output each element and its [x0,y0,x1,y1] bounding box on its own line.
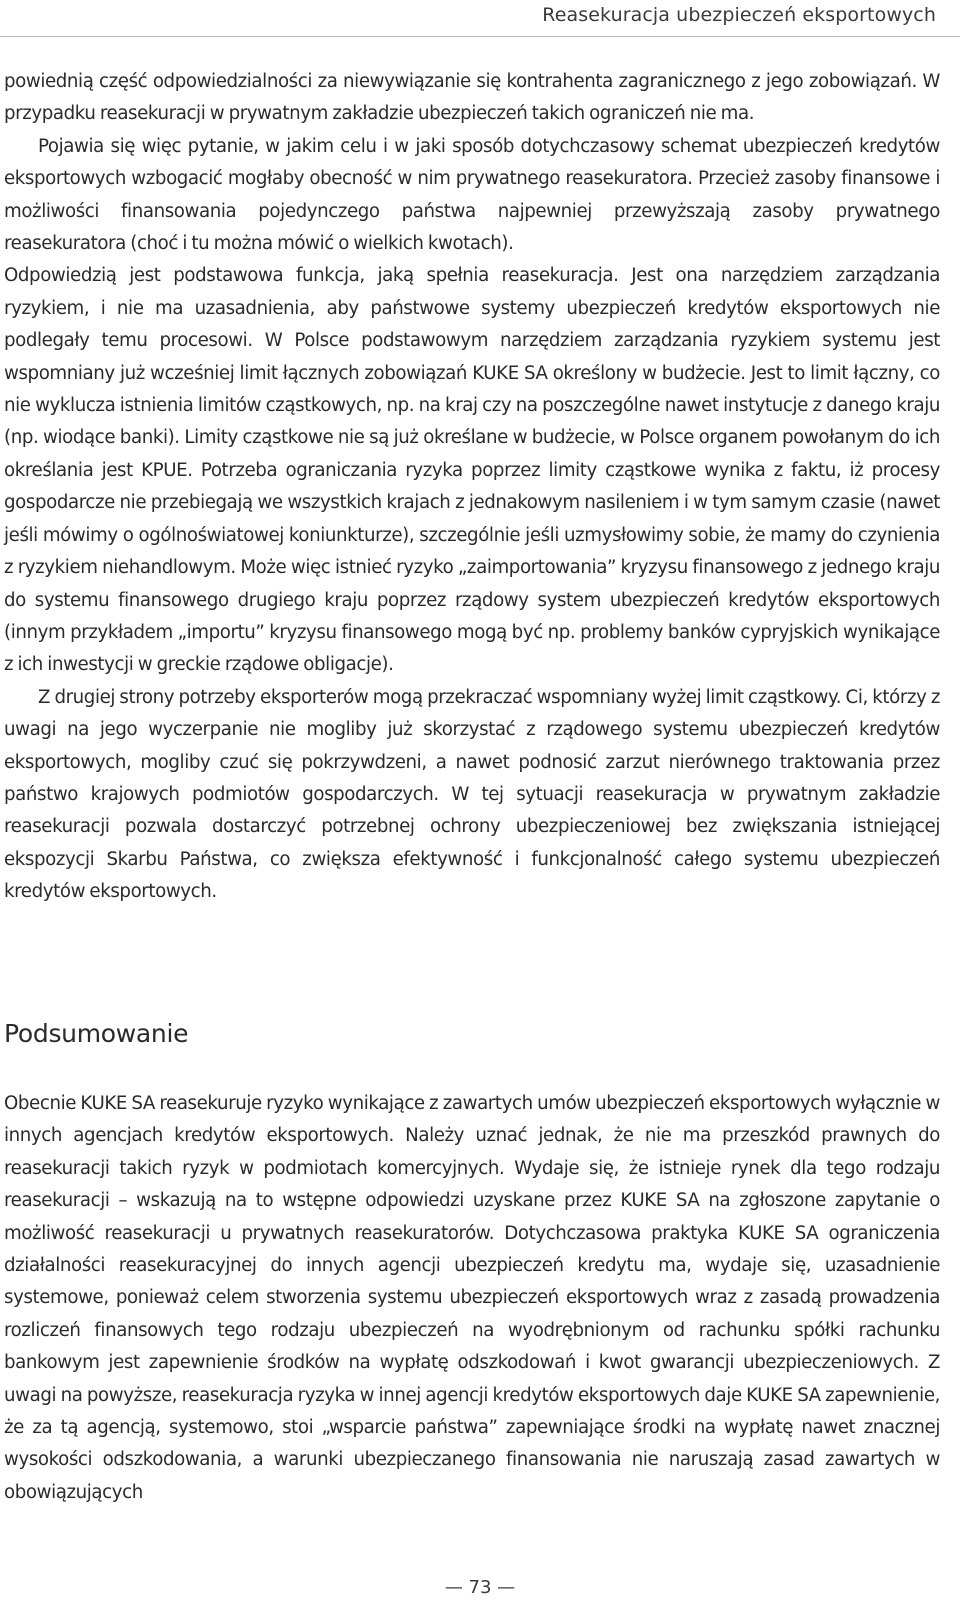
paragraph: powiednią część odpowiedzialności za niewywiązanie się kontrahenta zagranicznego z jego zobowiązań. W przypadku reasekuracji w prywatnym zakładzie ubezpieczeń takich ograniczeń nie ma. [4,71,940,125]
running-title: Reasekuracja ubezpieczeń eksportowych [542,4,936,26]
page-number: — 73 — [444,1577,516,1598]
section-heading: Podsumowanie [4,1019,189,1048]
summary-body [4,1088,940,1509]
paragraph: Obecnie KUKE SA reasekuruje ryzyko wynikające z zawartych umów ubezpieczeń eksportowych wyłącznie w innych agencjach kredytów eksportowych. Należy uznać jednak, że nie ma przeszkód prawnych do reasekuracji takich ryzyk w podmiotach komercyjnych. Wydaje się, że istnieje rynek dla tego rodzaju reasekuracji – wskazują na to wstępne odpowiedzi uzyskane przez KUKE SA na zgłoszone zapytanie o możliwość reasekuracji u prywatnych reasekuratorów. Dotychczasowa praktyka KUKE SA ograniczenia działalności reasekuracyjnej do innych agencji ubezpieczeń kredytu ma, wydaje się, uzasadnienie systemowe, ponieważ celem stworzenia systemu ubezpieczeń eksportowych wraz z zasadą prowadzenia rozliczeń finansowych tego rodzaju ubezpieczeń na wyodrębnionym od rachunku spółki rachunku bankowym jest zapewnienie środków na wypłatę odszkodowań i kwot gwarancji ubezpieczeniowych. Z uwagi na powyższe, reasekuracja ryzyka w innej agencji kredytów eksportowych daje KUKE SA zapewnienie, że za tą agencją, systemowo, stoi „wsparcie państwa” zapewniające środki na wypłatę nawet znacznej wysokości odszkodowania, a warunki ubezpieczanego finansowania nie naruszają zasad zawartych w obowiązujących [4,1093,940,1503]
section-body [4,66,940,909]
page-header [0,0,960,40]
paragraph: Pojawia się więc pytanie, w jakim celu i w jaki sposób dotychczasowy schemat ubezpieczeń kredytów eksportowych wzbogacić mogłaby obecność w nim prywatnego reasekuratora. Przecież zasoby finansowe i możliwości finansowania pojedynczego państwa najpewniej przewyższają zasoby prywatnego reasekuratora (choć i tu można mówić o wielkich kwotach). [4,135,940,255]
header-divider [0,36,960,37]
paragraph: Z drugiej strony potrzeby eksporterów mogą przekraczać wspomniany wyżej limit cząstkowy. Ci, którzy z uwagi na jego wyczerpanie nie mogliby już skorzystać z rządowego systemu ubezpieczeń kredytów eksportowych, mogliby czuć się pokrzywdzeni, a nawet podnosić zarzut nierównego traktowania przez państwo krajowych podmiotów gospodarczych. W tej sytuacji reasekuracja w prywatnym zakładzie reasekuracji pozwala dostarczyć potrzebnej ochrony ubezpieczeniowej bez zwiększania istniejącej ekspozycji Skarbu Państwa, co zwiększa efektywność i funkcjonalność całego systemu ubezpieczeń kredytów eksportowych. [4,686,940,903]
paragraph: Odpowiedzią jest podstawowa funkcja, jaką spełnia reasekuracja. Jest ona narzędziem zarządzania ryzykiem, i nie ma uzasadnienia, aby państwowe systemy ubezpieczeń kredytów eksportowych nie podlegały temu procesowi. W Polsce podstawowym narzędziem zarządzania ryzykiem systemu jest wspomniany już wcześniej limit łącznych zobowiązań KUKE SA określony w budżecie. Jest to limit łączny, co nie wyklucza istnienia limitów cząstkowych, np. na kraj czy na poszczególne nawet instytucje z danego kraju (np. wiodące banki). Limity cząstkowe nie są już określane w budżecie, w Polsce organem powołanym do ich określania jest KPUE. Potrzeba ograniczania ryzyka poprzez limity cząstkowe wynika z faktu, iż procesy gospodarcze nie przebiegają we wszystkich krajach z jednakowym nasileniem i w tym samym czasie (nawet jeśli mówimy o ogólnoświatowej koniunkturze), szczególnie jeśli uzmysłowimy sobie, że mamy do czynienia z ryzykiem niehandlowym. Może więc istnieć ryzyko „zaimportowania” kryzysu finansowego z jednego kraju do systemu finansowego drugiego kraju poprzez rządowy system ubezpieczeń kredytów eksportowych (innym przykładem „importu” kryzysu finansowego mogą być np. problemy banków cypryjskich wynikające z ich inwestycji w greckie rządowe obligacje). [4,265,940,676]
